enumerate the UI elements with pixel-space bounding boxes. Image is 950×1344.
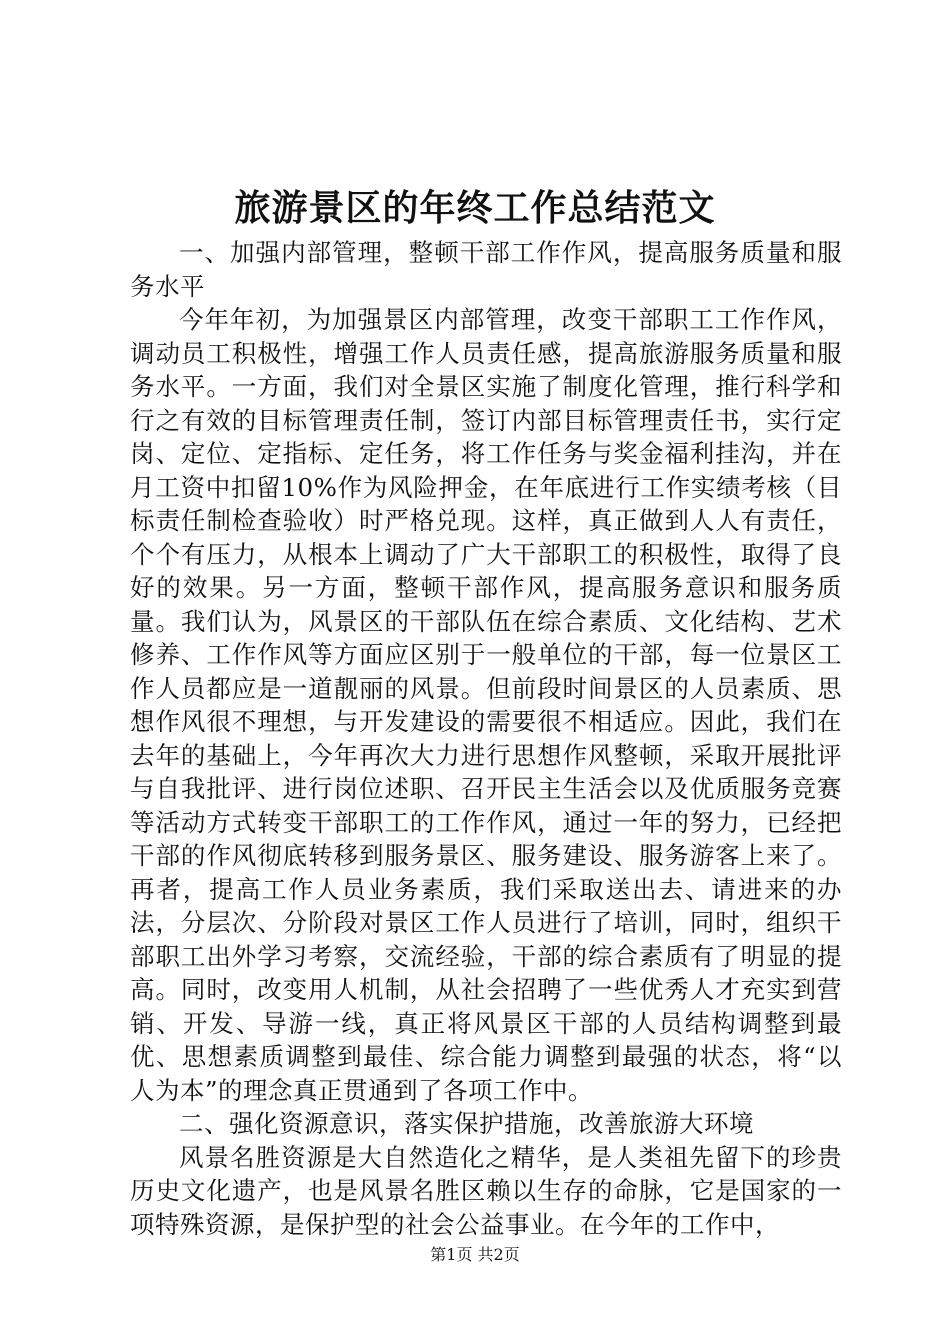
section-heading-2: 二、强化资源意识，落实保护措施，改善旅游大环境 bbox=[179, 1109, 754, 1138]
page-footer: 第1页 共2页 bbox=[430, 1245, 520, 1264]
section-heading-1: 一、加强内部管理，整顿干部工作作风，提高服务质量和服务水平 bbox=[130, 238, 842, 301]
body-paragraph-1: 今年年初，为加强景区内部管理，改变干部职工工作作风，调动员工积极性，增强工作人员责任感，提高旅游服务质量和服务水平。一方面，我们对全景区实施了制度化管理，推行科学和行之有效的目标管理责任制，签订内部目标管理责任书，实行定岗、定位、定指标、定任务，将工作任务与奖金福利挂沟，并在月工资中扣留10%作为风险押金，在年底进行工作实绩考核（目标责任制检查验收）时严格兑现。这样，真正做到人人有责任，个个有压力，从根本上调动了广大干部职工的积极性，取得了良好的效果。另一方面，整顿干部作风，提高服务意识和服务质量。我们认为，风景区的干部队伍在综合素质、文化结构、艺术修养、工作作风等方面应区别于一般单位的干部，每一位景区工作人员都应是一道靓丽的风景。但前段时间景区的人员素质、思想作风很不理想，与开发建设的需要很不相适应。因此，我们在去年的基础上，今年再次大力进行思想作风整顿，采取开展批评与自我批评、进行岗位述职、召开民主生活会以及优质服务竞赛等活动方式转变干部职工的工作作风，通过一年的努力，已经把干部的作风彻底转移到服务景区、服务建设、服务游客上来了。再者，提高工作人员业务素质，我们采取送出去、请进来的办法，分层次、分阶段对景区工作人员进行了培训，同时，组织干部职工出外学习考察，交流经验，干部的综合素质有了明显的提高。同时，改变用人机制，从社会招聘了一些优秀人才充实到营销、开发、导游一线，真正将风景区干部的人员结构调整到最优、思想素质调整到最佳、综合能力调整到最强的状态，将“以人为本”的理念真正贯通到了各项工作中。 bbox=[130, 305, 842, 1105]
document-title: 旅游景区的年终工作总结范文 bbox=[234, 187, 716, 229]
document-body bbox=[130, 236, 842, 1241]
body-paragraph-2: 风景名胜资源是大自然造化之精华，是人类祖先留下的珍贵历史文化遗产，也是风景名胜区赖以生存的命脉，它是国家的一项特殊资源，是保护型的社会公益事业。在今年的工作中， bbox=[130, 1142, 842, 1239]
